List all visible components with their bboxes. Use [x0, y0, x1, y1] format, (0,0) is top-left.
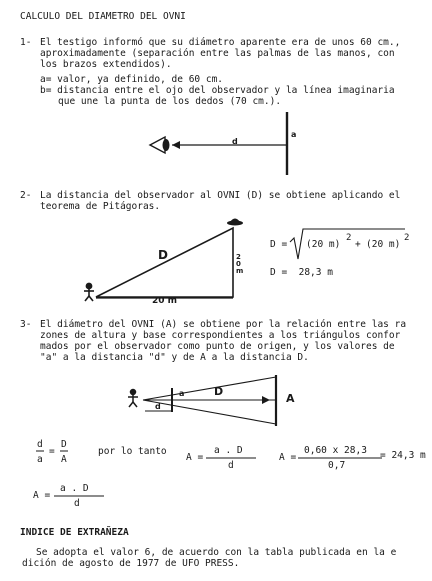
label-a: a	[179, 389, 185, 398]
eye-icon	[150, 137, 170, 153]
definition-b-cont: que une la punta de los dedos (70 cm.).	[58, 96, 282, 107]
fraction-numerator: a . D	[60, 483, 89, 494]
equation-term: (20 m)	[366, 239, 401, 250]
equation-plus: +	[355, 239, 361, 250]
label-d: d	[232, 137, 238, 146]
page-title: CALCULO DEL DIAMETRO DEL OVNI	[20, 11, 186, 22]
label-A: A	[286, 392, 295, 405]
fraction-numerator: a . D	[214, 445, 243, 456]
section-heading: INDICE DE EXTRAÑEZA	[20, 527, 129, 538]
fraction-numerator: D	[61, 439, 67, 450]
section-2-line: teorema de Pitágoras.	[40, 201, 161, 212]
section-2-line: La distancia del observador al OVNI (D) se obtiene aplicando el	[40, 190, 401, 201]
formula-result: = 24,3 m	[380, 450, 426, 461]
indice-line: Se adopta el valor 6, de acuerdo con la tabla publicada en la e	[36, 547, 397, 558]
fraction-denominator: 0,7	[328, 460, 346, 471]
arrow-head-icon	[172, 141, 180, 149]
section-3-number: 3-	[20, 319, 32, 330]
formula-lhs: A =	[186, 452, 204, 463]
ufo-icon	[227, 219, 243, 226]
label-side-20m: 20 m	[236, 253, 244, 275]
section-1-line: los brazos extendidos).	[40, 59, 172, 70]
label-a: a	[291, 130, 297, 139]
exponent: 2	[404, 233, 410, 243]
section-1-line: aproximadamente (separación entre las palmas de las manos, con	[40, 48, 395, 59]
label-d: d	[155, 402, 161, 411]
fraction-denominator: d	[74, 498, 80, 509]
equation-result: D = 28,3 m	[270, 267, 333, 278]
definition-b: b= distancia entre el ojo del observador y la línea imaginaria	[40, 85, 395, 96]
observer-figure-icon	[128, 390, 138, 408]
label-base-20m: 20 m	[152, 296, 178, 306]
label-D: D	[158, 248, 168, 262]
section-3-line: "a" a la distancia "d" y de A a la distancia D.	[40, 352, 309, 363]
fraction-denominator: d	[228, 460, 234, 471]
fraction-numerator: 0,60 x 28,3	[304, 445, 367, 456]
equation-lhs: D =	[270, 239, 288, 250]
indice-line: dición de agosto de 1977 de UFO PRESS.	[22, 558, 240, 569]
observer-figure-icon	[84, 283, 94, 301]
upper-ray	[143, 377, 276, 400]
por-lo-tanto: por lo tanto	[98, 446, 167, 457]
equation-term: (20 m)	[306, 239, 341, 250]
formula-lhs: A =	[279, 452, 297, 463]
exponent: 2	[346, 233, 352, 243]
fraction-denominator: a	[37, 454, 43, 465]
pythagoras-triangle	[96, 228, 233, 297]
definition-a: a= valor, ya definido, de 60 cm.	[40, 74, 224, 85]
fraction-numerator: d	[37, 439, 43, 450]
section-1-number: 1-	[20, 37, 32, 48]
section-2-number: 2-	[20, 190, 32, 201]
lower-ray	[143, 400, 276, 424]
section-1-line: El testigo informó que su diámetro aparente era de unos 60 cm.,	[40, 37, 401, 48]
equals-sign: =	[49, 446, 55, 457]
section-3-line: El diámetro del OVNI (A) se obtiene por la relación entre las ra	[40, 319, 407, 330]
section-3-line: zones de altura y base correspondientes a los triángulos confor	[40, 330, 401, 341]
label-D: D	[214, 385, 224, 398]
formula-lhs: A =	[33, 490, 51, 501]
section-3-line: mados por el observador como punto de origen, y los valores de	[40, 341, 395, 352]
arrow-head-icon	[262, 396, 270, 404]
fraction-denominator: A	[61, 454, 67, 465]
